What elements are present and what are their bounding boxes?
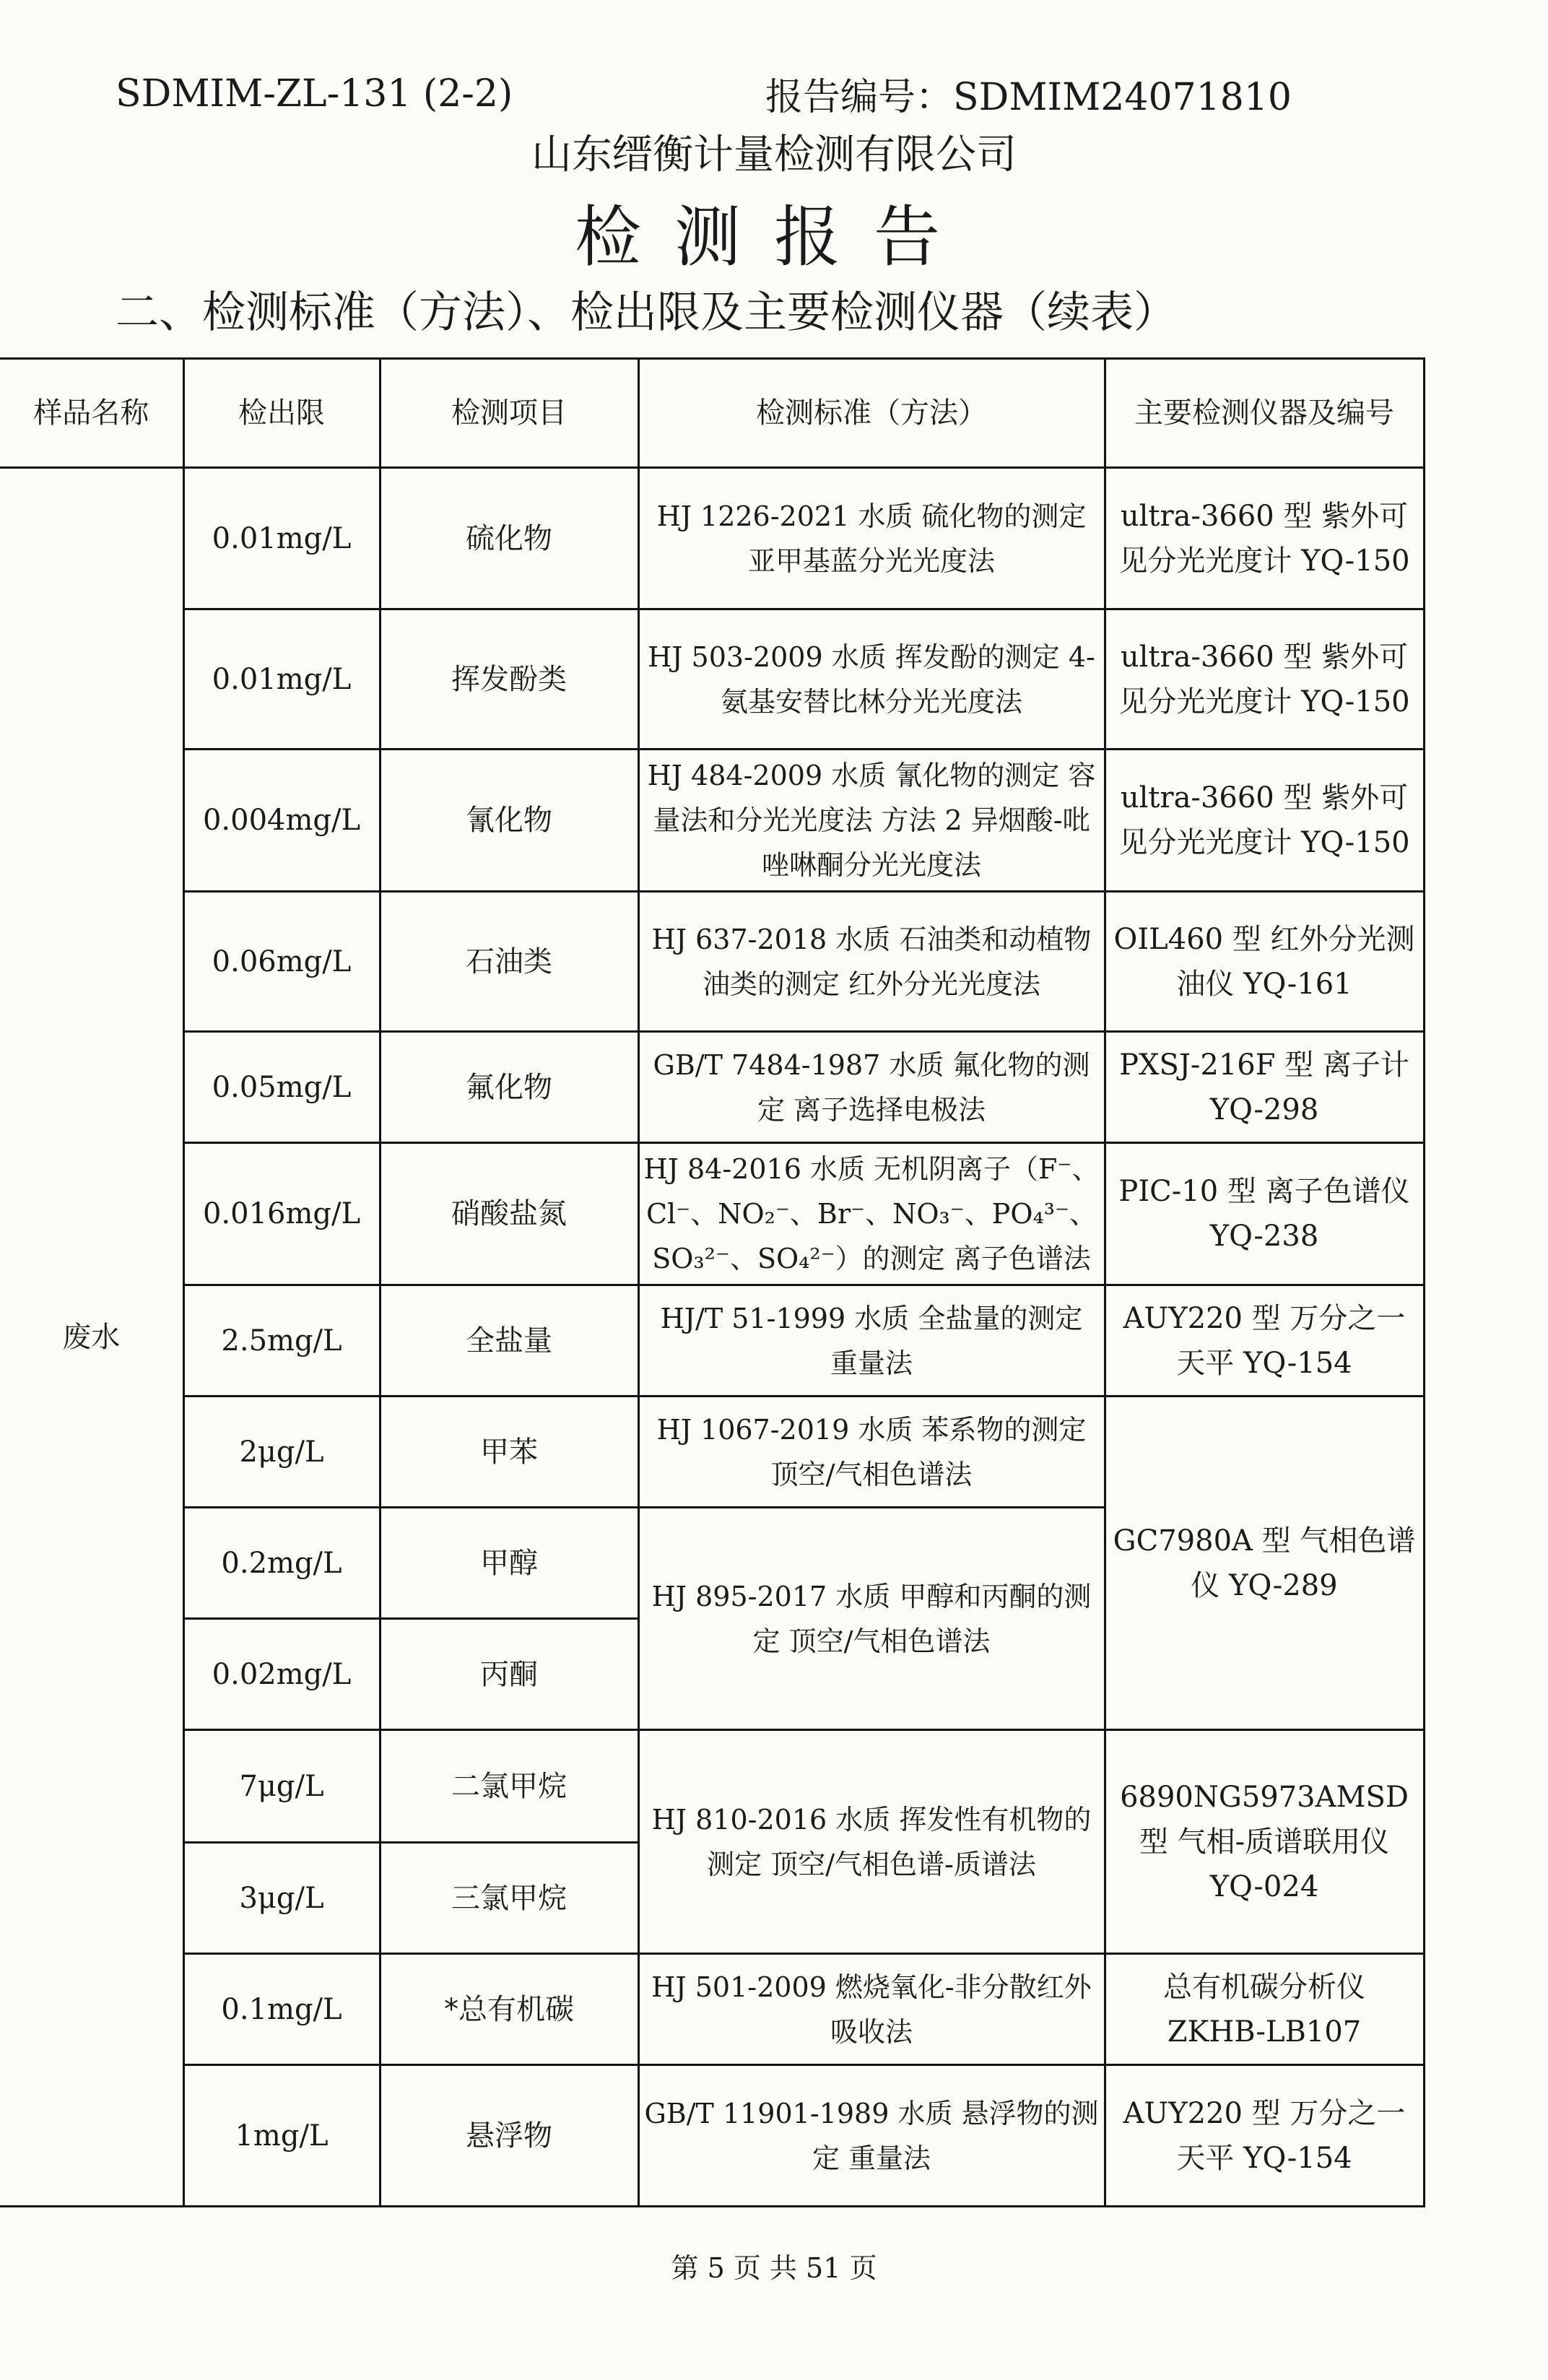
limit-cell: 0.004mg/L xyxy=(183,750,380,892)
instrument-cell: PXSJ-216F 型 离子计 YQ-298 xyxy=(1105,1032,1424,1143)
item-cell: 甲苯 xyxy=(380,1397,638,1508)
limit-cell: 0.2mg/L xyxy=(183,1508,380,1619)
standard-cell: HJ/T 51-1999 水质 全盐量的测定 重量法 xyxy=(638,1285,1105,1397)
standard-cell: HJ 1067-2019 水质 苯系物的测定 顶空/气相色谱法 xyxy=(638,1397,1105,1508)
limit-cell: 0.06mg/L xyxy=(183,892,380,1032)
table-row xyxy=(0,1143,1424,1285)
instrument-cell: AUY220 型 万分之一天平 YQ-154 xyxy=(1105,1285,1424,1397)
item-cell: 石油类 xyxy=(380,892,638,1032)
item-cell: 硫化物 xyxy=(380,468,638,609)
limit-cell: 7μg/L xyxy=(183,1730,380,1843)
table-row xyxy=(0,468,1424,609)
instrument-cell: ultra-3660 型 紫外可见分光光度计 YQ-150 xyxy=(1105,468,1424,609)
col-header-standard: 检测标准（方法） xyxy=(638,359,1105,468)
standard-cell: HJ 484-2009 水质 氰化物的测定 容量法和分光光度法 方法 2 异烟酸-吡唑啉酮分光光度法 xyxy=(638,750,1105,892)
standards-table xyxy=(0,357,1425,2207)
form-code: SDMIM-ZL-131 (2-2) xyxy=(116,72,513,116)
col-header-limit: 检出限 xyxy=(183,359,380,468)
report-title: 检测报告 xyxy=(574,199,973,276)
col-header-sample: 样品名称 xyxy=(0,359,183,468)
table-row xyxy=(0,892,1424,1032)
instrument-cell: GC7980A 型 气相色谱仪 YQ-289 xyxy=(1105,1397,1424,1730)
sample-name-cell: 废水 xyxy=(0,468,183,2207)
table-row xyxy=(0,1730,1424,1843)
instrument-cell: AUY220 型 万分之一天平 YQ-154 xyxy=(1105,2065,1424,2207)
table-row xyxy=(0,1954,1424,2065)
standard-cell: HJ 503-2009 水质 挥发酚的测定 4-氨基安替比林分光光度法 xyxy=(638,609,1105,750)
limit-cell: 2.5mg/L xyxy=(183,1285,380,1397)
standard-cell: HJ 895-2017 水质 甲醇和丙酮的测定 顶空/气相色谱法 xyxy=(638,1508,1105,1730)
item-cell: 氰化物 xyxy=(380,750,638,892)
col-header-instrument: 主要检测仪器及编号 xyxy=(1105,359,1424,468)
item-cell: 三氯甲烷 xyxy=(380,1843,638,1954)
standard-cell: HJ 1226-2021 水质 硫化物的测定 亚甲基蓝分光光度法 xyxy=(638,468,1105,609)
limit-cell: 1mg/L xyxy=(183,2065,380,2207)
item-cell: *总有机碳 xyxy=(380,1954,638,2065)
item-cell: 二氯甲烷 xyxy=(380,1730,638,1843)
table-row xyxy=(0,1397,1424,1508)
table-row xyxy=(0,2065,1424,2207)
limit-cell: 0.02mg/L xyxy=(183,1619,380,1730)
table-row xyxy=(0,609,1424,750)
col-header-item: 检测项目 xyxy=(380,359,638,468)
table-row xyxy=(0,750,1424,892)
item-cell: 悬浮物 xyxy=(380,2065,638,2207)
company-name: 山东缙衡计量检测有限公司 xyxy=(531,131,1017,178)
limit-cell: 0.1mg/L xyxy=(183,1954,380,2065)
page-number: 第 5 页 共 51 页 xyxy=(671,2252,877,2284)
limit-cell: 3μg/L xyxy=(183,1843,380,1954)
limit-cell: 0.016mg/L xyxy=(183,1143,380,1285)
item-cell: 挥发酚类 xyxy=(380,609,638,750)
item-cell: 氟化物 xyxy=(380,1032,638,1143)
instrument-cell: PIC-10 型 离子色谱仪 YQ-238 xyxy=(1105,1143,1424,1285)
instrument-cell: ultra-3660 型 紫外可见分光光度计 YQ-150 xyxy=(1105,609,1424,750)
instrument-cell: 总有机碳分析仪 ZKHB-LB107 xyxy=(1105,1954,1424,2065)
report-number: 报告编号：SDMIM24071810 xyxy=(765,76,1292,119)
standard-cell: HJ 84-2016 水质 无机阴离子（F⁻、Cl⁻、NO₂⁻、Br⁻、NO₃⁻、PO₄³⁻、SO₃²⁻、SO₄²⁻）的测定 离子色谱法 xyxy=(638,1143,1105,1285)
limit-cell: 0.05mg/L xyxy=(183,1032,380,1143)
instrument-cell: ultra-3660 型 紫外可见分光光度计 YQ-150 xyxy=(1105,750,1424,892)
table-header-row xyxy=(0,359,1424,468)
item-cell: 硝酸盐氮 xyxy=(380,1143,638,1285)
limit-cell: 0.01mg/L xyxy=(183,468,380,609)
table-row xyxy=(0,1285,1424,1397)
standard-cell: GB/T 11901-1989 水质 悬浮物的测定 重量法 xyxy=(638,2065,1105,2207)
item-cell: 甲醇 xyxy=(380,1508,638,1619)
instrument-cell: 6890NG5973AMSD 型 气相-质谱联用仪 YQ-024 xyxy=(1105,1730,1424,1954)
section-subtitle: 二、检测标准（方法）、检出限及主要检测仪器（续表） xyxy=(116,287,1177,338)
standard-cell: HJ 501-2009 燃烧氧化-非分散红外吸收法 xyxy=(638,1954,1105,2065)
instrument-cell: OIL460 型 红外分光测油仪 YQ-161 xyxy=(1105,892,1424,1032)
item-cell: 全盐量 xyxy=(380,1285,638,1397)
standard-cell: HJ 637-2018 水质 石油类和动植物油类的测定 红外分光光度法 xyxy=(638,892,1105,1032)
limit-cell: 0.01mg/L xyxy=(183,609,380,750)
table-row xyxy=(0,1032,1424,1143)
standard-cell: HJ 810-2016 水质 挥发性有机物的测定 顶空/气相色谱-质谱法 xyxy=(638,1730,1105,1954)
limit-cell: 2μg/L xyxy=(183,1397,380,1508)
item-cell: 丙酮 xyxy=(380,1619,638,1730)
standard-cell: GB/T 7484-1987 水质 氟化物的测定 离子选择电极法 xyxy=(638,1032,1105,1143)
